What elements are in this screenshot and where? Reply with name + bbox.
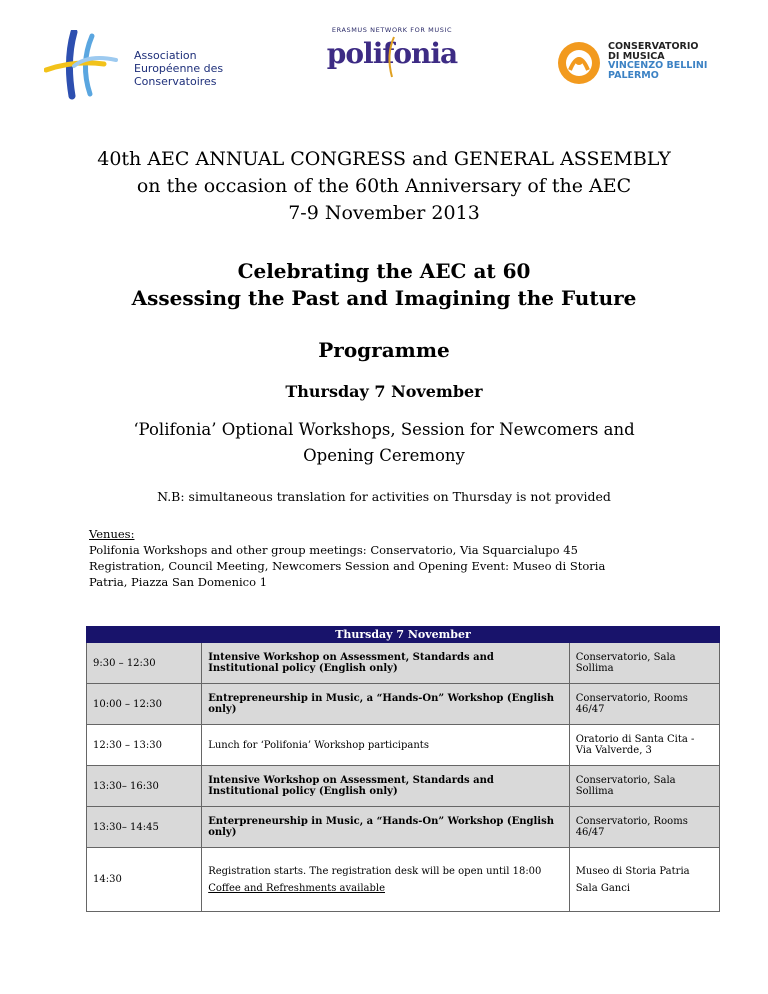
conservatorio-emblem-icon [556, 40, 602, 86]
time-cell: 13:30– 16:30 [87, 766, 202, 807]
venue-line: Registration, Council Meeting, Newcomers Session and Opening Event: Museo di Storia [89, 559, 606, 573]
table-row [87, 766, 720, 807]
time-cell: 13:30– 14:45 [87, 807, 202, 848]
translation-note: N.B: simultaneous translation for activities on Thursday is not provided [157, 489, 611, 504]
venue-line: Patria, Piazza San Domenico 1 [89, 575, 268, 589]
venues-section [89, 526, 709, 590]
time-cell: 10:00 – 12:30 [87, 684, 202, 725]
time-cell: 9:30 – 12:30 [87, 643, 202, 684]
swoosh-icon [384, 35, 398, 79]
table-row [87, 684, 720, 725]
congress-subtitle: Celebrating the AEC at 60 Assessing the Past and Imagining the Future [131, 259, 637, 310]
polifonia-tagline: ERASMUS NETWORK FOR MUSIC [331, 26, 453, 34]
aec-logo [44, 30, 244, 100]
venue-cell: Conservatorio, Rooms 46/47 [569, 684, 719, 725]
table-header: Thursday 7 November [87, 627, 720, 643]
venue-line: Sala Ganci [575, 882, 631, 894]
activity-line: Registration starts. The registration desk will be open until 18:00 [208, 865, 542, 877]
conservatorio-logo [556, 40, 746, 90]
activity-line: Coffee and Refreshments available [208, 882, 385, 894]
venue-cell: Conservatorio, Sala Sollima [569, 643, 719, 684]
venue-cell: Conservatorio, Sala Sollima [569, 766, 719, 807]
venue-line: Polifonia Workshops and other group meetings: Conservatorio, Via Squarcialupo 45 [89, 543, 578, 557]
activity-cell: Lunch for ‘Polifonia’ Workshop participants [202, 725, 570, 766]
activity-cell: Entrepreneurship in Music, a “Hands-On” Workshop (English only) [202, 684, 570, 725]
time-cell: 14:30 [87, 848, 202, 912]
venue-cell [569, 848, 719, 912]
venue-line: Museo di Storia Patria [575, 865, 690, 877]
activity-cell [202, 848, 570, 912]
venues-heading: Venues: [89, 527, 135, 541]
activity-cell: Intensive Workshop on Assessment, Standards and Institutional policy (English only) [202, 766, 570, 807]
sessions-heading: ‘Polifonia’ Optional Workshops, Session for Newcomers and Opening Ceremony [133, 420, 635, 465]
table-header-row [87, 627, 720, 643]
conservatorio-logo-text: CONSERVATORIO DI MUSICA VINCENZO BELLINI PALERMO [608, 41, 708, 81]
programme-table [86, 626, 720, 912]
time-cell: 12:30 – 13:30 [87, 725, 202, 766]
table-row [87, 848, 720, 912]
programme-heading: Programme [318, 338, 450, 362]
day-heading: Thursday 7 November [285, 382, 483, 401]
table-row [87, 725, 720, 766]
venue-cell: Conservatorio, Rooms 46/47 [569, 807, 719, 848]
congress-title: 40th AEC ANNUAL CONGRESS and GENERAL ASSEMBLY on the occasion of the 60th Anniversary of the AEC 7-9 November 2013 [97, 148, 671, 224]
polifonia-wordmark: polifonia [322, 37, 462, 77]
activity-cell: Intensive Workshop on Assessment, Standards and Institutional policy (English only) [202, 643, 570, 684]
activity-cell: Enterpreneurship in Music, a “Hands-On” Workshop (English only) [202, 807, 570, 848]
aec-logo-text: Association Européenne des Conservatoires [134, 49, 224, 88]
polifonia-logo [322, 26, 462, 90]
venue-cell: Oratorio di Santa Cita - Via Valverde, 3 [569, 725, 719, 766]
table-row [87, 643, 720, 684]
table-row [87, 807, 720, 848]
aec-logo-icon [44, 30, 134, 100]
